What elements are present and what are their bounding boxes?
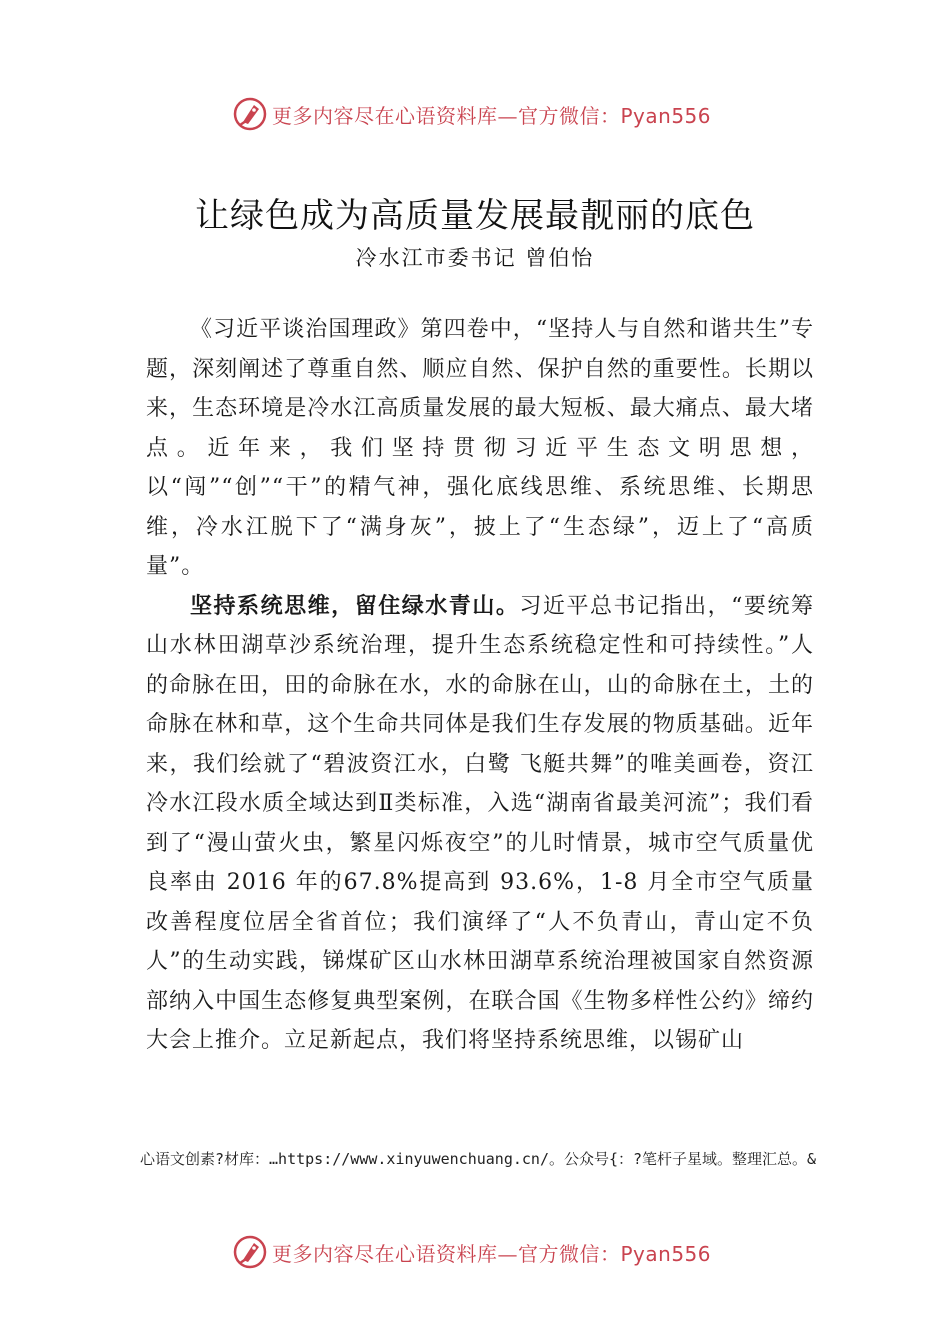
footnote: 心语文创素?材库：…https://www.xinyuwenchuang.cn/。公众号{：?笔杆子星域。整理汇总。& bbox=[140, 1150, 817, 1168]
pen-nib-logo-icon bbox=[232, 96, 268, 132]
article-title: 让绿色成为高质量发展最靓丽的底色 bbox=[195, 196, 755, 236]
banner-wechat-id: Pyan556 bbox=[620, 1241, 712, 1266]
banner-text: 更多内容尽在心语资料库—官方微信：Pyan556 bbox=[272, 1241, 712, 1266]
banner-text: 更多内容尽在心语资料库—官方微信：Pyan556 bbox=[272, 103, 712, 128]
paragraph-system-thinking bbox=[146, 587, 814, 1061]
paragraph-text: 习近平总书记指出，“要统筹山水林田湖草沙系统治理，提升生态系统稳定性和可持续性。”人的命脉在田，田的命脉在水，水的命脉在山，山的命脉在土，土的命脉在林和草，这个生命共同体是我们生存发展的物质基础。近年来，我们绘就了“碧波资江水，白鹭 飞艇共舞”的唯美画卷，资江冷水江段水质全域达到Ⅱ类标准，入选“湖南省最美河流”；我们看到了“漫山萤火虫，繁星闪烁夜空”的儿时情景，城市空气质量优良率由 2016 年的67.8%提高到 93.6%，1-8 月全市空气质量改善程度位居全省首位；我们演绎了“人不负青山，青山定不负人”的生动实践，锑煤矿区山水林田湖草系统治理被国家自然资源部纳入中国生态修复典型案例，在联合国《生物多样性公约》缔约大会上推介。立足新起点，我们将坚持系统思维，以锡矿山 bbox=[146, 593, 814, 1053]
header-banner bbox=[232, 94, 711, 134]
pen-nib-logo-icon bbox=[232, 1234, 268, 1270]
article-author: 冷水江市委书记 曾伯怡 bbox=[355, 246, 595, 270]
paragraph-heading: 坚持系统思维，留住绿水青山。 bbox=[190, 593, 520, 619]
article-body bbox=[146, 310, 814, 1061]
banner-wechat-id: Pyan556 bbox=[620, 103, 712, 128]
footer-banner bbox=[232, 1232, 711, 1272]
paragraph-intro: 《习近平谈治国理政》第四卷中，“坚持人与自然和谐共生”专题，深刻阐述了尊重自然、顺应自然、保护自然的重要性。长期以来，生态环境是冷水江高质量发展的最大短板、最大痛点、最大堵点。近年来，我们坚持贯彻习近平生态文明思想，以“闯”“创”“干”的精气神，强化底线思维、系统思维、长期思维，冷水江脱下了“满身灰”，披上了“生态绿”，迈上了“高质量”。 bbox=[146, 317, 814, 579]
